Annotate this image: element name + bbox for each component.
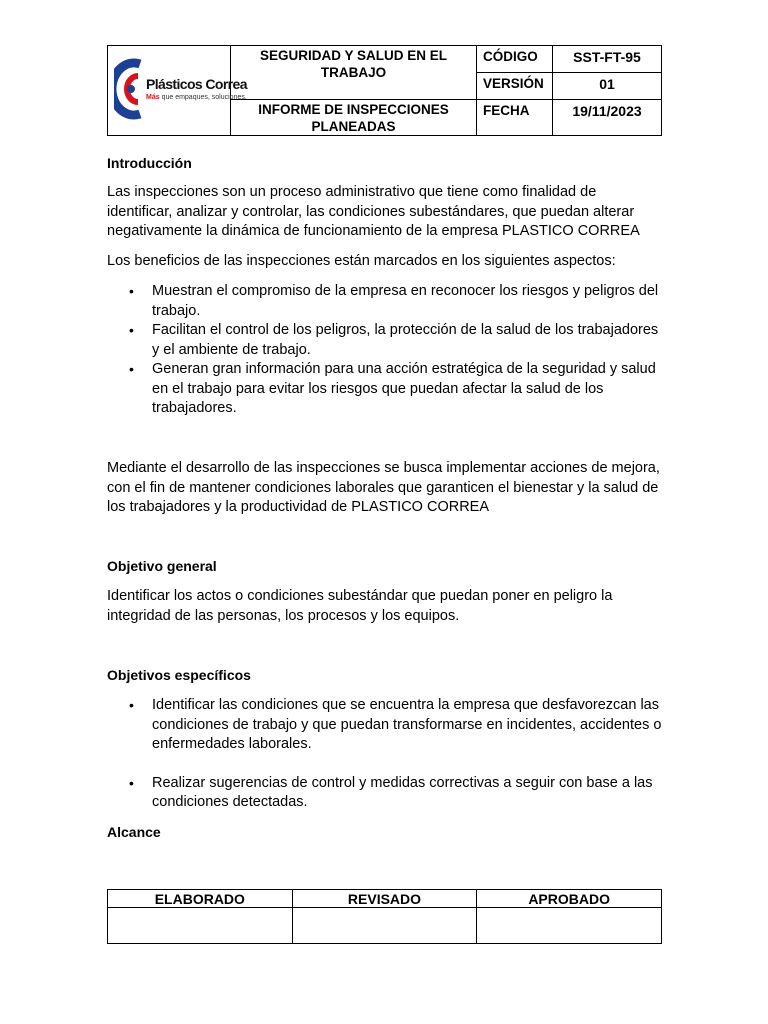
alcance-heading: Alcance [107,824,161,840]
list-item: • Realizar sugerencias de control y medidas correctivas a seguir con base a las condiciones detectadas. [107,774,663,813]
objetivo-general-heading: Objetivo general [107,558,217,574]
aprobado-header: APROBADO [477,890,662,908]
list-item: • Generan gran información para una acción estratégica de la seguridad y salud en el trabajo para evitar los riesgos que puedan afectar la salud de los trabajadores. [107,360,663,419]
list-item: • Facilitan el control de los peligros, la protección de la salud de los trabajadores y el ambiente de trabajo. [107,321,663,360]
logo-c-icon [114,56,144,122]
version-value: 01 [553,73,662,100]
intro-paragraph-2: Los beneficios de las inspecciones están marcados en los siguientes aspectos: [107,253,616,269]
objetivos-especificos-heading: Objetivos específicos [107,667,251,683]
codigo-value: SST-FT-95 [553,46,662,73]
intro-heading: Introducción [107,155,192,171]
header-title-bottom: INFORME DE INSPECCIONES PLANEADAS [231,100,477,136]
fecha-label: FECHA [477,100,553,136]
list-item: • Muestran el compromiso de la empresa en reconocer los riesgos y peligros del trabajo. [107,282,663,321]
revisado-signature-cell[interactable] [292,908,477,944]
fecha-value: 19/11/2023 [553,100,662,136]
aprobado-signature-cell[interactable] [477,908,662,944]
elaborado-signature-cell[interactable] [108,908,293,944]
intro-paragraph-1: Las inspecciones son un proceso administrativo que tiene como finalidad de identificar, analizar y controlar, las condiciones subestándares, que puedan alterar negativamente la dinámica de funcionamiento de la empresa PLASTICO CORREA [107,184,640,239]
signature-table [107,889,662,944]
version-label: VERSIÓN [477,73,553,100]
benefits-list [107,282,663,419]
header-title-top: SEGURIDAD Y SALUD EN EL TRABAJO [231,46,477,100]
logo-cell [108,46,247,136]
objetivo-general-text: Identificar los actos o condiciones subestándar que puedan poner en peligro la integridad de las personas, los procesos y los equipos. [107,588,613,624]
logo-tagline: Más que empaques, soluciones. [146,94,247,101]
document-page [107,45,662,907]
objectives-list [107,696,663,813]
codigo-label: CÓDIGO [477,46,553,73]
elaborado-header: ELABORADO [108,890,293,908]
list-item: • Identificar las condiciones que se encuentra la empresa que desfavorezcan las condiciones de trabajo y que puedan transformarse en incidentes, accidentes o enfermedades laborales. [107,696,663,755]
revisado-header: REVISADO [292,890,477,908]
intro-paragraph-3: Mediante el desarrollo de las inspecciones se busca implementar acciones de mejora, con el fin de mantener condiciones laborales que garanticen el bienestar y la salud de los trabajadores y la productividad de PLASTICO CORREA [107,460,660,515]
document-header-table [107,45,662,136]
company-logo [114,52,247,124]
logo-name: Plásticos Correa [146,76,247,92]
